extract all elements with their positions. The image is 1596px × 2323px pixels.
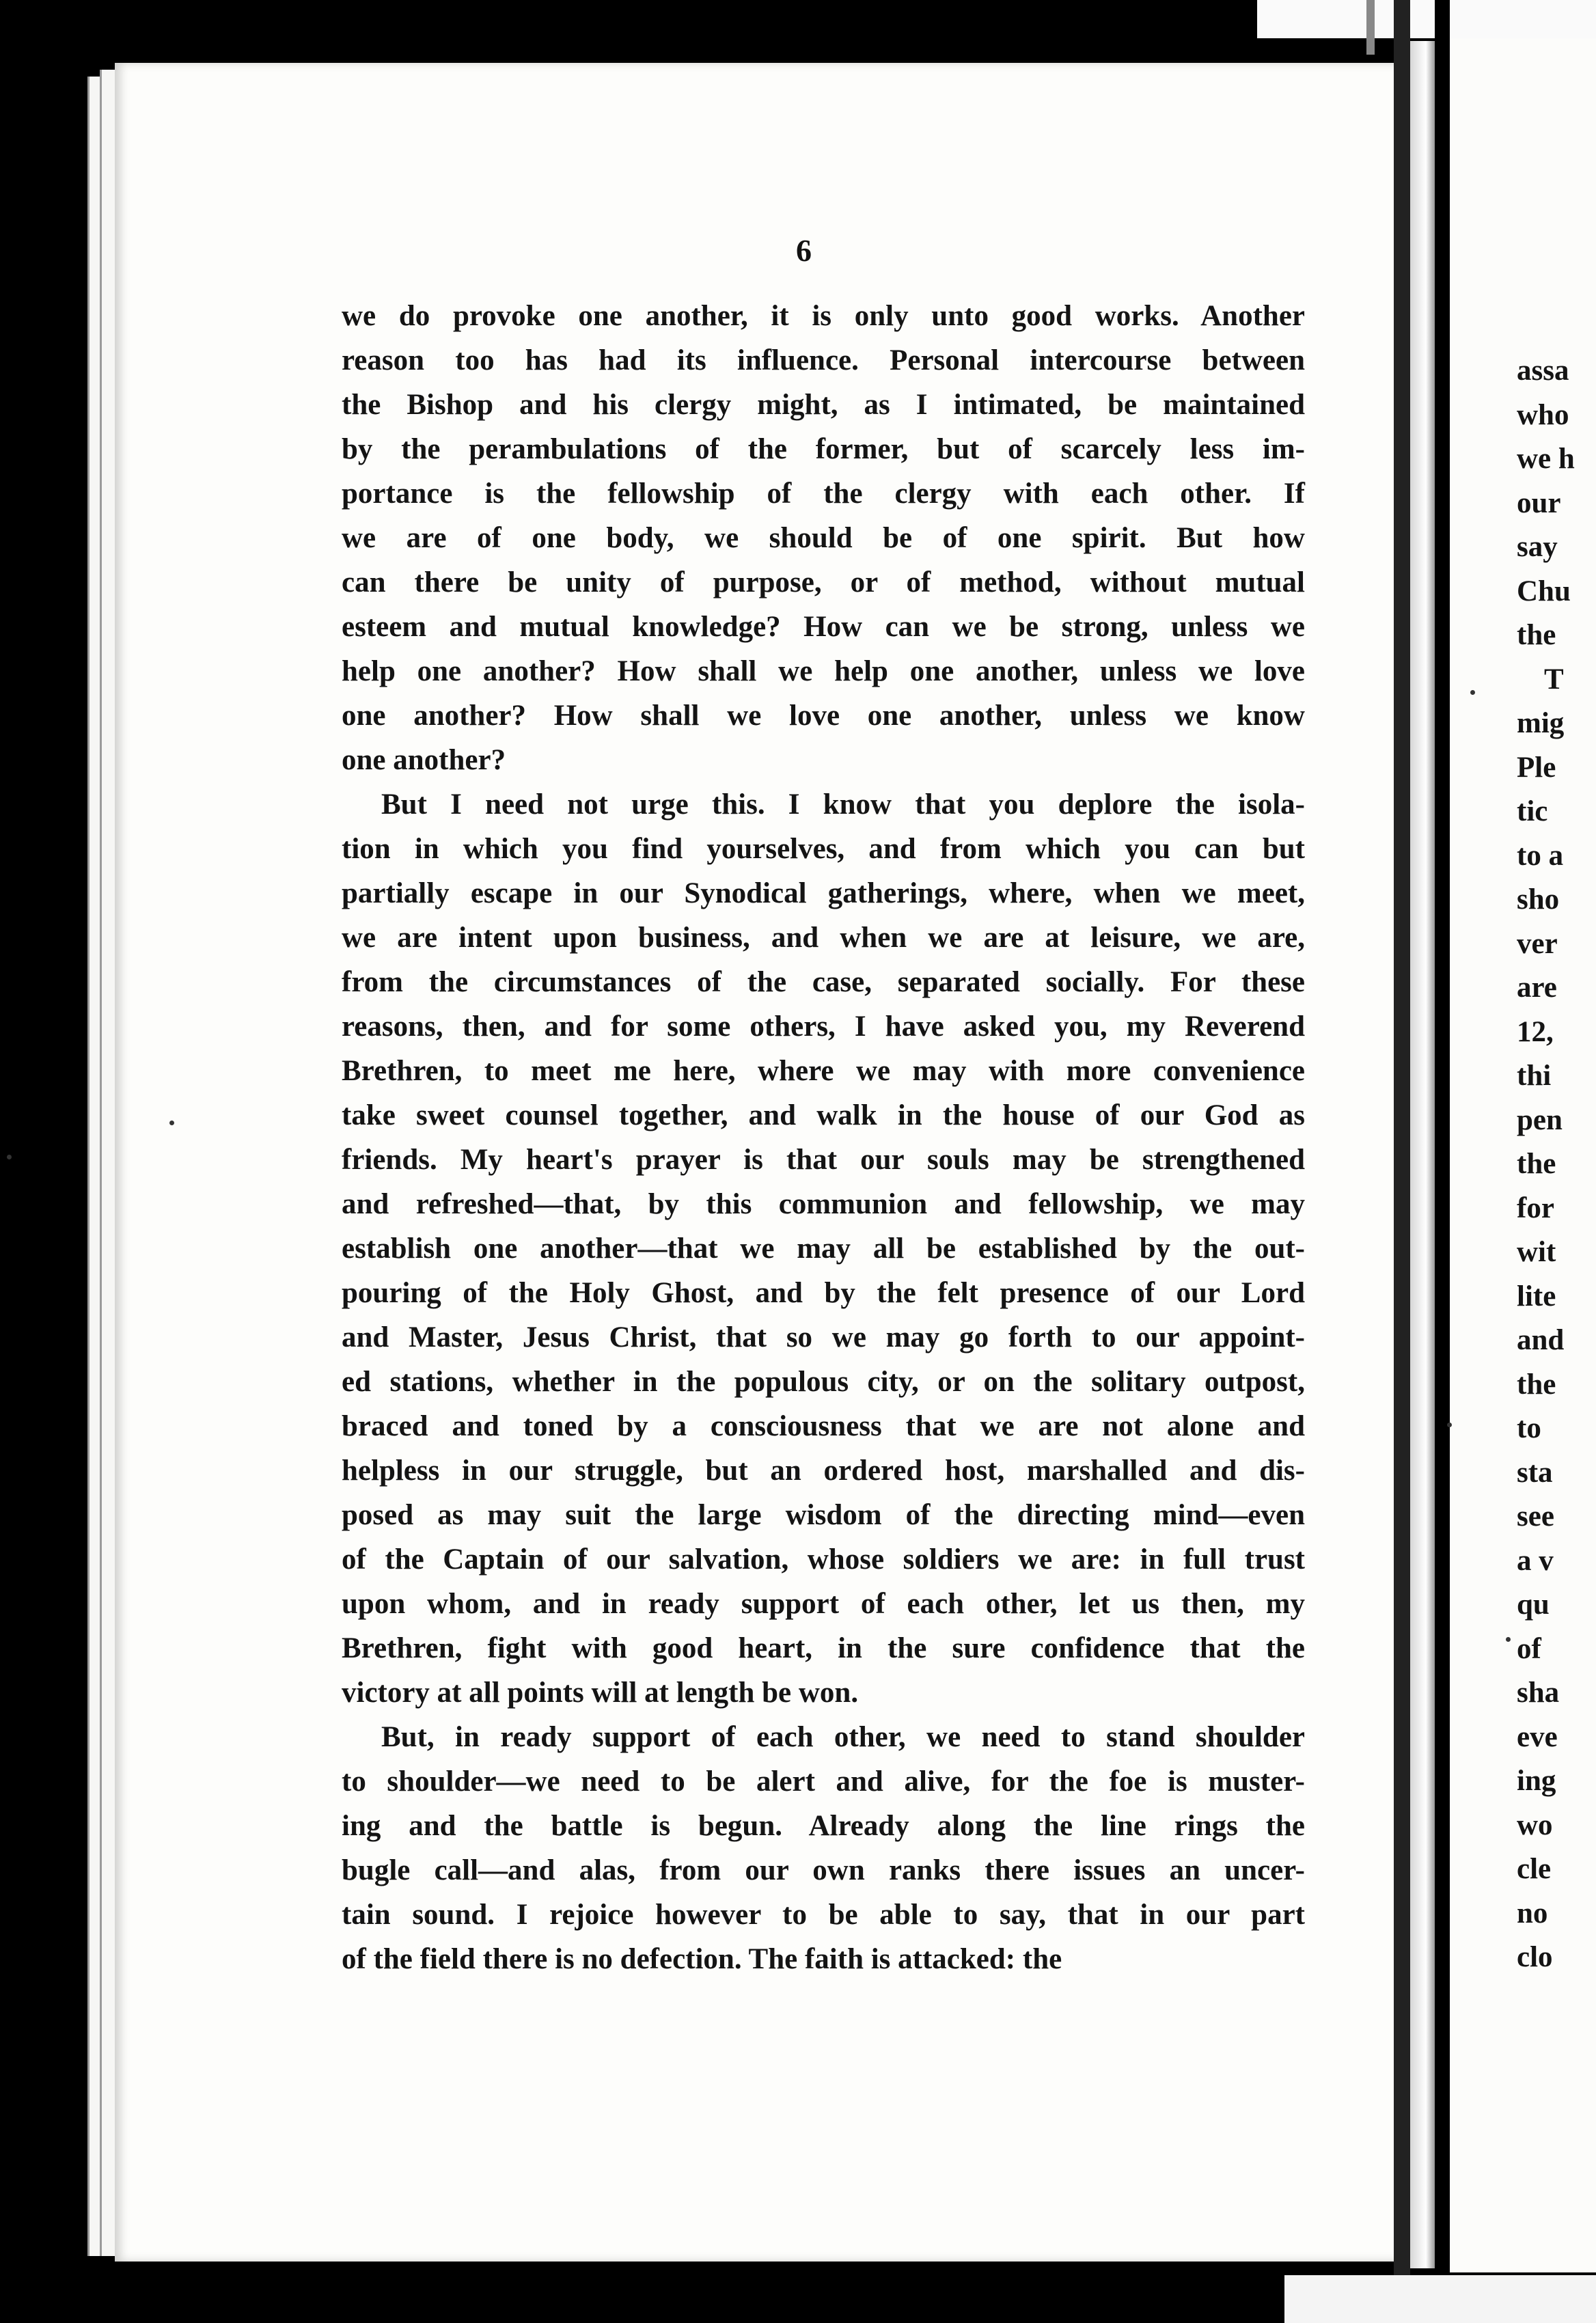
scan-speck	[169, 1121, 174, 1125]
text-fragment: see	[1517, 1500, 1554, 1532]
page-body-text	[342, 294, 1305, 1981]
text-fragment: sha	[1517, 1677, 1560, 1709]
text-line: Brethren, to meet me here, where we may with more convenience	[342, 1055, 1305, 1087]
text-fragment: cle	[1517, 1853, 1552, 1885]
text-fragment: the	[1517, 1148, 1556, 1180]
text-line: tain sound. I rejoice however to be able to say, that in our part	[342, 1899, 1305, 1931]
page-edge-shadow	[1394, 0, 1410, 2323]
text-line: from the circumstances of the case, separated socially. For these	[342, 966, 1305, 998]
scan-speck	[7, 1155, 12, 1159]
text-fragment: our	[1517, 486, 1561, 519]
text-fragment: we h	[1517, 443, 1575, 475]
text-fragment: wo	[1517, 1809, 1553, 1841]
text-fragment: eve	[1517, 1720, 1558, 1753]
text-fragment: are	[1517, 972, 1557, 1004]
text-fragment: lite	[1517, 1280, 1556, 1312]
text-line: portance is the fellowship of the clergy with each other. If	[342, 478, 1305, 510]
scan-speck	[1506, 1637, 1511, 1642]
text-line: But I need not urge this. I know that you deplore the isola-	[381, 788, 1305, 821]
scan-edge-mark	[1366, 0, 1375, 55]
text-fragment: no	[1517, 1897, 1548, 1929]
text-line: and Master, Jesus Christ, that so we may go forth to our appoint-	[342, 1321, 1305, 1353]
text-fragment: 12,	[1517, 1015, 1554, 1048]
text-fragment: to a	[1517, 839, 1564, 872]
text-fragment: clo	[1517, 1941, 1553, 1973]
text-fragment: tic	[1517, 795, 1548, 827]
text-line: ed stations, whether in the populous city, or on the solitary outpost,	[342, 1366, 1305, 1398]
text-fragment: thi	[1517, 1060, 1552, 1092]
text-fragment: the	[1517, 619, 1556, 651]
text-line: bugle call—and alas, from our own ranks there issues an uncer-	[342, 1854, 1305, 1886]
text-fragment: say	[1517, 531, 1558, 563]
text-fragment: sho	[1517, 883, 1560, 916]
text-line: pouring of the Holy Ghost, and by the felt presence of our Lord	[342, 1277, 1305, 1309]
right-page-text	[1517, 349, 1596, 1980]
text-fragment: the	[1517, 1368, 1556, 1401]
text-line: of the field there is no defection. The faith is attacked: the	[342, 1943, 1062, 1975]
text-fragment: a v	[1517, 1544, 1554, 1577]
text-line: the Bishop and his clergy might, as I intimated, be maintained	[342, 389, 1305, 421]
text-line: take sweet counsel together, and walk in the house of our God as	[342, 1099, 1305, 1131]
text-fragment: qu	[1517, 1589, 1550, 1621]
text-line: ing and the battle is begun. Already along the line rings the	[342, 1810, 1305, 1842]
text-line: can there be unity of purpose, or of method, without mutual	[342, 566, 1305, 599]
text-fragment: for	[1517, 1192, 1554, 1224]
text-line: we are of one body, we should be of one spirit. But how	[342, 522, 1305, 554]
text-line: by the perambulations of the former, but of scarcely less im-	[342, 433, 1305, 465]
text-line: helpless in our struggle, but an ordered host, marshalled and dis-	[342, 1455, 1305, 1487]
text-line: But, in ready support of each other, we need to stand shoulder	[381, 1721, 1305, 1753]
text-line: posed as may suit the large wisdom of the directing mind—even	[342, 1499, 1305, 1531]
text-line: victory at all points will at length be won.	[342, 1677, 859, 1709]
text-fragment: mig	[1517, 707, 1565, 739]
text-line: braced and toned by a consciousness that we are not alone and	[342, 1410, 1305, 1442]
text-fragment: ing	[1517, 1765, 1556, 1797]
text-fragment: sta	[1517, 1456, 1553, 1489]
text-fragment: of	[1517, 1632, 1541, 1665]
text-line: Brethren, fight with good heart, in the sure confidence that the	[342, 1632, 1305, 1664]
text-line: establish one another—that we may all be established by the out-	[342, 1233, 1305, 1265]
text-line: upon whom, and in ready support of each other, let us then, my	[342, 1588, 1305, 1620]
text-line: we do provoke one another, it is only unto good works. Another	[342, 300, 1305, 332]
scan-speck	[1470, 690, 1475, 695]
text-fragment: ver	[1517, 927, 1558, 960]
text-line: friends. My heart's prayer is that our souls may be strengthened	[342, 1144, 1305, 1176]
text-fragment: to	[1517, 1412, 1541, 1444]
text-fragment: Chu	[1517, 575, 1571, 607]
text-line: esteem and mutual knowledge? How can we be strong, unless we	[342, 611, 1305, 643]
text-line: partially escape in our Synodical gatherings, where, when we meet,	[342, 877, 1305, 909]
scan-speck	[1447, 1422, 1452, 1427]
text-line: and refreshed—that, by this communion and fellowship, we may	[342, 1188, 1305, 1220]
gutter-shadow	[1435, 0, 1450, 2323]
text-fragment: T	[1544, 663, 1564, 696]
page-number: 6	[796, 233, 812, 268]
right-page-cropped	[1448, 38, 1596, 2272]
text-fragment: and	[1517, 1324, 1565, 1356]
text-fragment: assa	[1517, 355, 1569, 387]
text-line: help one another? How shall we help one another, unless we love	[342, 655, 1305, 687]
text-line: reasons, then, and for some others, I have asked you, my Reverend	[342, 1011, 1305, 1043]
text-line: of the Captain of our salvation, whose soldiers we are: in full trust	[342, 1543, 1305, 1576]
scan-background-strip	[1284, 2275, 1596, 2323]
text-line: to shoulder—we need to be alert and alive, for the foe is muster-	[342, 1765, 1305, 1798]
text-line: we are intent upon business, and when we are at leisure, we are,	[342, 922, 1305, 954]
scan-background-strip	[1257, 0, 1596, 38]
text-fragment: who	[1517, 398, 1569, 431]
text-line: tion in which you find yourselves, and from which you can but	[342, 833, 1305, 865]
text-fragment: Ple	[1517, 751, 1556, 784]
text-line: reason too has had its influence. Personal intercourse between	[342, 344, 1305, 376]
text-line: one another?	[342, 744, 506, 776]
text-fragment: wit	[1517, 1236, 1556, 1268]
text-fragment: pen	[1517, 1103, 1563, 1136]
text-line: one another? How shall we love one another, unless we know	[342, 700, 1305, 732]
